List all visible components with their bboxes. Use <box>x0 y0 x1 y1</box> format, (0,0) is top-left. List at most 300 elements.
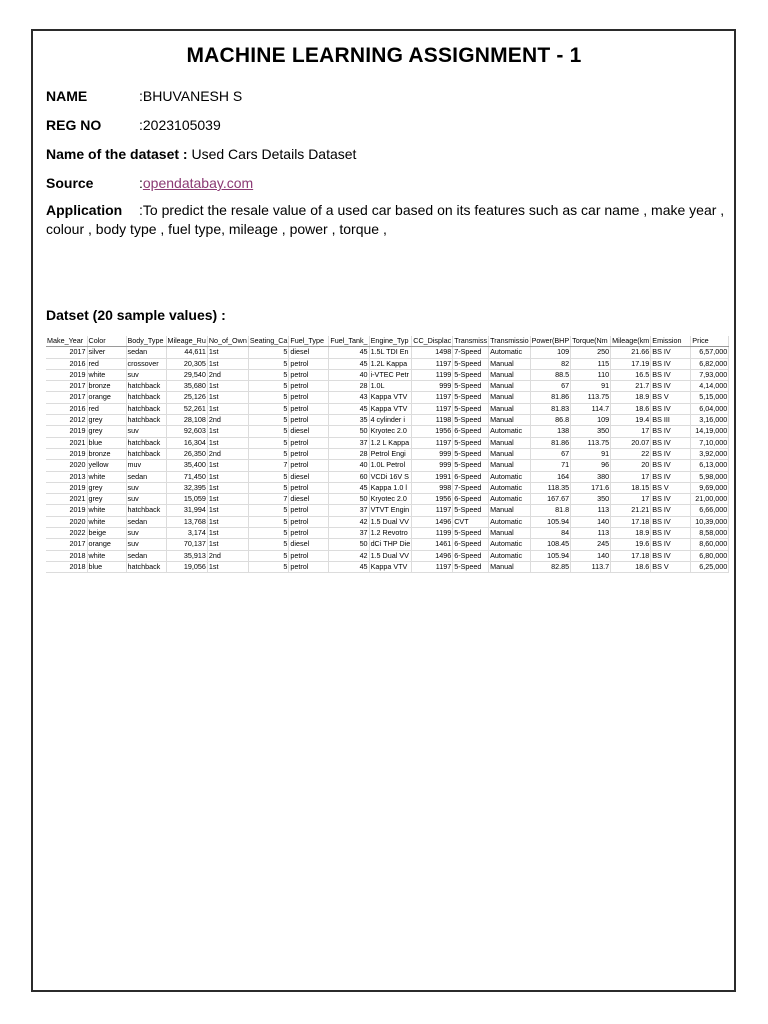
table-cell: 1197 <box>412 561 453 572</box>
table-cell: Kryotec 2.0 <box>369 494 412 505</box>
table-cell: 18.9 <box>611 528 651 539</box>
table-cell: 1197 <box>412 505 453 516</box>
table-cell: diesel <box>289 494 329 505</box>
table-cell: 3,92,000 <box>691 448 729 459</box>
table-cell: 5-Speed <box>453 561 489 572</box>
table-cell: 86.8 <box>530 415 571 426</box>
table-cell: Manual <box>489 460 530 471</box>
table-cell: 1.5L TDI En <box>369 347 412 358</box>
table-cell: 113.7 <box>571 561 611 572</box>
table-cell: hatchback <box>126 437 166 448</box>
table-cell: 81.83 <box>530 403 571 414</box>
table-row <box>46 415 729 426</box>
table-cell: 21.66 <box>611 347 651 358</box>
table-cell: 1.2 Revotro <box>369 528 412 539</box>
table-cell: sedan <box>126 550 166 561</box>
table-cell: 5 <box>248 528 289 539</box>
table-cell: 3,174 <box>166 528 207 539</box>
table-cell: 113.75 <box>571 392 611 403</box>
table-cell: 5 <box>248 550 289 561</box>
table-cell: Automatic <box>489 347 530 358</box>
table-cell: 5 <box>248 381 289 392</box>
table-cell: 7 <box>248 460 289 471</box>
table-cell: BS IV <box>651 381 691 392</box>
table-cell: 5 <box>248 426 289 437</box>
table-cell: 6,57,000 <box>691 347 729 358</box>
application-label: Application <box>46 202 123 218</box>
table-row <box>46 550 729 561</box>
table-cell: 1st <box>207 482 248 493</box>
table-cell: BS V <box>651 561 691 572</box>
dataset-table <box>46 336 729 573</box>
table-cell: 1st <box>207 403 248 414</box>
table-cell: 6-Speed <box>453 426 489 437</box>
table-cell: 42 <box>329 550 369 561</box>
table-row <box>46 505 729 516</box>
table-cell: 7,10,000 <box>691 437 729 448</box>
table-cell: 2nd <box>207 415 248 426</box>
table-row <box>46 392 729 403</box>
table-cell: 1st <box>207 505 248 516</box>
table-cell: hatchback <box>126 403 166 414</box>
table-cell: Kappa VTV <box>369 403 412 414</box>
table-cell: diesel <box>289 426 329 437</box>
table-cell: orange <box>87 539 126 550</box>
table-cell: red <box>87 403 126 414</box>
table-cell: 2017 <box>46 381 87 392</box>
table-cell: 45 <box>329 347 369 358</box>
reg-no-value: :2023105039 <box>139 117 221 133</box>
table-cell: 2019 <box>46 369 87 380</box>
column-header: Mileage(km <box>612 336 650 345</box>
table-cell: 5-Speed <box>453 460 489 471</box>
table-row <box>46 539 729 550</box>
table-cell: 108.45 <box>530 539 571 550</box>
table-cell: hatchback <box>126 448 166 459</box>
table-cell: 1.2L Kappa <box>369 358 412 369</box>
table-cell: 2017 <box>46 392 87 403</box>
name-field <box>46 87 242 105</box>
table-cell: BS IV <box>651 505 691 516</box>
table-header-row <box>46 336 729 347</box>
column-header: No_of_Own <box>208 336 247 345</box>
table-cell: 5 <box>248 347 289 358</box>
table-cell: 50 <box>329 539 369 550</box>
table-cell: 1.0L <box>369 381 412 392</box>
table-cell: BS IV <box>651 347 691 358</box>
table-cell: 82.85 <box>530 561 571 572</box>
table-cell: Petrol Engi <box>369 448 412 459</box>
table-cell: petrol <box>289 415 329 426</box>
table-cell: petrol <box>289 448 329 459</box>
table-cell: 2nd <box>207 369 248 380</box>
table-cell: 2021 <box>46 437 87 448</box>
table-cell: BS V <box>651 482 691 493</box>
table-cell: 5 <box>248 392 289 403</box>
table-cell: 4 cylinder i <box>369 415 412 426</box>
table-cell: petrol <box>289 437 329 448</box>
table-row <box>46 437 729 448</box>
table-cell: 6,66,000 <box>691 505 729 516</box>
table-cell: 1956 <box>412 494 453 505</box>
table-cell: 5-Speed <box>453 437 489 448</box>
column-header: Color <box>87 336 126 347</box>
table-cell: yellow <box>87 460 126 471</box>
table-cell: Kappa VTV <box>369 392 412 403</box>
column-header: CC_Displac <box>413 336 452 345</box>
table-cell: 19,056 <box>166 561 207 572</box>
table-cell: diesel <box>289 347 329 358</box>
table-cell: 6-Speed <box>453 494 489 505</box>
table-row <box>46 494 729 505</box>
table-cell: 35,680 <box>166 381 207 392</box>
table-cell: 1.5 Dual VV <box>369 550 412 561</box>
table-cell: dCi THP Die <box>370 539 411 549</box>
table-cell: 16,304 <box>166 437 207 448</box>
table-cell: 138 <box>530 426 571 437</box>
table-cell: Manual <box>489 505 530 516</box>
table-cell: hatchback <box>126 392 166 403</box>
table-cell: 43 <box>329 392 369 403</box>
table-cell: 164 <box>530 471 571 482</box>
table-cell: 1st <box>207 347 248 358</box>
table-cell: 22 <box>611 448 651 459</box>
table-cell: grey <box>87 426 126 437</box>
table-row <box>46 358 729 369</box>
table-cell: 1197 <box>412 437 453 448</box>
table-cell: 28,108 <box>166 415 207 426</box>
table-cell: beige <box>87 528 126 539</box>
table-cell: BS IV <box>651 528 691 539</box>
table-cell: 60 <box>329 471 369 482</box>
table-cell: BS IV <box>651 516 691 527</box>
table-cell: diesel <box>289 539 329 550</box>
table-cell: 1199 <box>412 369 453 380</box>
reg-no-field <box>46 116 221 134</box>
table-cell: 42 <box>329 516 369 527</box>
table-cell: 2022 <box>46 528 87 539</box>
table-cell: Automatic <box>489 539 530 550</box>
table-cell: 1st <box>207 539 248 550</box>
table-cell: VCDi 16V S <box>369 471 412 482</box>
table-cell: 2019 <box>46 482 87 493</box>
table-cell: suv <box>126 539 166 550</box>
table-cell: Manual <box>489 561 530 572</box>
table-cell: white <box>87 471 126 482</box>
table-cell: 8,58,000 <box>691 528 729 539</box>
table-cell: grey <box>87 415 126 426</box>
table-cell: petrol <box>289 528 329 539</box>
table-row <box>46 561 729 572</box>
table-cell: Manual <box>489 392 530 403</box>
table-cell: 5-Speed <box>453 528 489 539</box>
table-cell: 1st <box>207 437 248 448</box>
table-row <box>46 460 729 471</box>
table-cell: 1st <box>207 471 248 482</box>
table-cell: 2017 <box>46 539 87 550</box>
table-cell: 140 <box>571 550 611 561</box>
table-cell: orange <box>87 392 126 403</box>
table-cell: BS IV <box>651 471 691 482</box>
table-cell: 1197 <box>412 403 453 414</box>
table-cell: hatchback <box>126 505 166 516</box>
table-cell: 52,261 <box>166 403 207 414</box>
table-cell: Automatic <box>489 471 530 482</box>
table-cell: 40 <box>329 460 369 471</box>
table-cell: 13,768 <box>166 516 207 527</box>
table-cell: 1st <box>207 460 248 471</box>
table-cell: 14,19,000 <box>691 426 729 437</box>
table-cell: 2019 <box>46 505 87 516</box>
source-colon: : <box>139 175 143 191</box>
table-cell: 96 <box>571 460 611 471</box>
table-row <box>46 381 729 392</box>
table-row <box>46 471 729 482</box>
column-header: Fuel_Type <box>289 336 329 347</box>
table-cell: Manual <box>489 403 530 414</box>
table-cell: crossover <box>126 358 166 369</box>
table-cell: petrol <box>289 561 329 572</box>
table-cell: 5-Speed <box>453 415 489 426</box>
table-row <box>46 426 729 437</box>
table-cell: white <box>87 550 126 561</box>
table-cell: 18.9 <box>611 392 651 403</box>
source-link[interactable]: opendatabay.com <box>142 175 254 191</box>
table-cell: 2017 <box>46 347 87 358</box>
table-cell: Kappa VTV <box>369 561 412 572</box>
table-cell: 6,25,000 <box>691 561 729 572</box>
table-cell: 6-Speed <box>453 539 489 550</box>
table-cell: 3,16,000 <box>691 415 729 426</box>
table-cell: 20 <box>611 460 651 471</box>
table-cell: petrol <box>289 460 329 471</box>
table-cell: white <box>87 369 126 380</box>
table-cell: BS IV <box>651 369 691 380</box>
table-cell: 105.94 <box>530 516 571 527</box>
column-header: Transmissio <box>490 336 529 345</box>
table-cell: 35,913 <box>166 550 207 561</box>
table-cell: 18.6 <box>611 561 651 572</box>
table-cell: bronze <box>87 448 126 459</box>
table-cell: Automatic <box>489 494 530 505</box>
table-cell: Kryotec 2.0 <box>369 426 412 437</box>
table-cell: 2019 <box>46 426 87 437</box>
table-cell: 5 <box>248 539 289 550</box>
table-cell: 7,93,000 <box>691 369 729 380</box>
table-cell: 2012 <box>46 415 87 426</box>
table-cell: 17 <box>611 494 651 505</box>
table-cell: 1st <box>207 528 248 539</box>
table-cell: BS IV <box>651 426 691 437</box>
table-row <box>46 448 729 459</box>
table-row <box>46 528 729 539</box>
table-cell: 29,540 <box>166 369 207 380</box>
table-cell: 1st <box>207 561 248 572</box>
name-label: NAME <box>46 88 88 104</box>
table-cell: grey <box>87 494 126 505</box>
table-cell: 18.6 <box>611 403 651 414</box>
dataset-name-label: Name of the dataset : <box>46 146 188 162</box>
table-cell: 5 <box>248 516 289 527</box>
table-cell: 84 <box>530 528 571 539</box>
table-cell: 5,98,000 <box>691 471 729 482</box>
table-cell: 1.2 L Kappa <box>369 437 412 448</box>
table-cell: 81.86 <box>530 392 571 403</box>
table-cell: 81.86 <box>530 437 571 448</box>
name-value: :BHUVANESH S <box>139 88 243 104</box>
table-cell: 6,04,000 <box>691 403 729 414</box>
table-cell: Manual <box>489 528 530 539</box>
table-cell: 5-Speed <box>453 448 489 459</box>
column-header: Make_Year <box>46 336 87 347</box>
column-header: Torque(Nm <box>571 336 611 347</box>
table-cell: 5-Speed <box>453 369 489 380</box>
table-cell: 2nd <box>207 550 248 561</box>
table-cell: 8,60,000 <box>691 539 729 550</box>
table-cell: suv <box>126 482 166 493</box>
table-cell: 5 <box>248 415 289 426</box>
table-cell: 167.67 <box>530 494 571 505</box>
table-cell: BS IV <box>651 448 691 459</box>
table-cell: 113.75 <box>571 437 611 448</box>
table-cell: sedan <box>126 347 166 358</box>
application-value: :To predict the resale value of a used car based on its features such as car name , make year , colour , body type , fuel type, mileage , power , torque , <box>46 202 725 237</box>
table-cell: 7-Speed <box>453 347 489 358</box>
table-cell: white <box>87 505 126 516</box>
table-cell: 4,14,000 <box>691 381 729 392</box>
table-cell: petrol <box>289 482 329 493</box>
table-cell: 7-Speed <box>453 482 489 493</box>
table-cell: 380 <box>571 471 611 482</box>
table-cell: suv <box>126 426 166 437</box>
table-cell: 2020 <box>46 460 87 471</box>
table-cell: 5 <box>248 403 289 414</box>
column-header: Mileage_Ru <box>167 336 206 345</box>
table-cell: i-VTEC Petr <box>369 369 412 380</box>
table-cell: Automatic <box>489 482 530 493</box>
table-cell: 37 <box>329 528 369 539</box>
table-cell: 1496 <box>412 516 453 527</box>
table-cell: petrol <box>289 381 329 392</box>
table-cell: BS V <box>651 392 691 403</box>
table-cell: hatchback <box>126 561 166 572</box>
table-cell: 91 <box>571 381 611 392</box>
table-cell: 1956 <box>412 426 453 437</box>
reg-no-label: REG NO <box>46 117 102 133</box>
table-cell: 5-Speed <box>453 505 489 516</box>
table-cell: 82 <box>530 358 571 369</box>
table-cell: 5-Speed <box>453 381 489 392</box>
table-cell: 67 <box>530 381 571 392</box>
table-cell: 110 <box>571 369 611 380</box>
table-cell: red <box>87 358 126 369</box>
table-cell: Manual <box>489 437 530 448</box>
table-cell: 1198 <box>412 415 453 426</box>
table-cell: BS IV <box>651 358 691 369</box>
table-cell: 350 <box>571 426 611 437</box>
table-cell: Manual <box>489 358 530 369</box>
table-cell: petrol <box>289 403 329 414</box>
page-title: MACHINE LEARNING ASSIGNMENT - 1 <box>186 44 582 67</box>
table-cell: 45 <box>329 482 369 493</box>
source-label: Source <box>46 175 94 191</box>
table-row <box>46 403 729 414</box>
table-cell: sedan <box>126 516 166 527</box>
table-cell: sedan <box>126 471 166 482</box>
table-cell: petrol <box>289 358 329 369</box>
table-cell: 21.21 <box>611 505 651 516</box>
table-cell: 2021 <box>46 494 87 505</box>
table-cell: 2013 <box>46 471 87 482</box>
table-cell: 1496 <box>412 550 453 561</box>
table-cell: 44,611 <box>166 347 207 358</box>
table-cell: 6-Speed <box>453 550 489 561</box>
table-cell: 45 <box>329 561 369 572</box>
table-cell: petrol <box>289 369 329 380</box>
application-field <box>46 201 726 239</box>
table-cell: 45 <box>329 403 369 414</box>
table-cell: 2018 <box>46 550 87 561</box>
table-cell: 5 <box>248 358 289 369</box>
table-cell: 1.5 Dual VV <box>369 516 412 527</box>
table-cell: Manual <box>489 369 530 380</box>
table-cell: 17 <box>611 471 651 482</box>
table-cell: petrol <box>289 505 329 516</box>
column-header: Fuel_Tank_ <box>330 336 368 345</box>
table-cell: 140 <box>571 516 611 527</box>
table-cell: 50 <box>329 494 369 505</box>
table-cell: 17 <box>611 426 651 437</box>
table-cell: 1st <box>207 516 248 527</box>
table-cell: 88.5 <box>530 369 571 380</box>
table-cell: 35,400 <box>166 460 207 471</box>
table-cell: petrol <box>289 392 329 403</box>
table-cell: Automatic <box>489 426 530 437</box>
table-cell: 20.07 <box>611 437 651 448</box>
table-cell: 1498 <box>412 347 453 358</box>
table-cell: 109 <box>530 347 571 358</box>
table-cell: 5 <box>248 448 289 459</box>
table-cell: suv <box>126 369 166 380</box>
table-cell: 171.6 <box>571 482 611 493</box>
table-cell: BS IV <box>651 494 691 505</box>
table-cell: Kappa 1.0 l <box>369 482 412 493</box>
table-cell: hatchback <box>126 415 166 426</box>
table-cell: 245 <box>571 539 611 550</box>
table-cell: 28 <box>329 381 369 392</box>
table-cell: 5-Speed <box>453 358 489 369</box>
table-cell: 28 <box>329 448 369 459</box>
table-cell: 5-Speed <box>453 403 489 414</box>
table-row <box>46 516 729 527</box>
table-cell: 1st <box>207 494 248 505</box>
column-header: Price <box>691 336 729 347</box>
column-header: Engine_Typ <box>369 336 412 347</box>
dataset-name-field <box>46 145 356 163</box>
table-cell: 999 <box>412 460 453 471</box>
table-cell: 7 <box>248 494 289 505</box>
table-cell: 9,69,000 <box>691 482 729 493</box>
table-cell: 37 <box>329 437 369 448</box>
table-cell: suv <box>126 528 166 539</box>
source-field <box>46 174 253 192</box>
table-row <box>46 347 729 358</box>
table-cell: white <box>87 516 126 527</box>
table-cell: silver <box>87 347 126 358</box>
table-cell: suv <box>126 494 166 505</box>
table-cell: 2020 <box>46 516 87 527</box>
table-cell: 26,350 <box>166 448 207 459</box>
